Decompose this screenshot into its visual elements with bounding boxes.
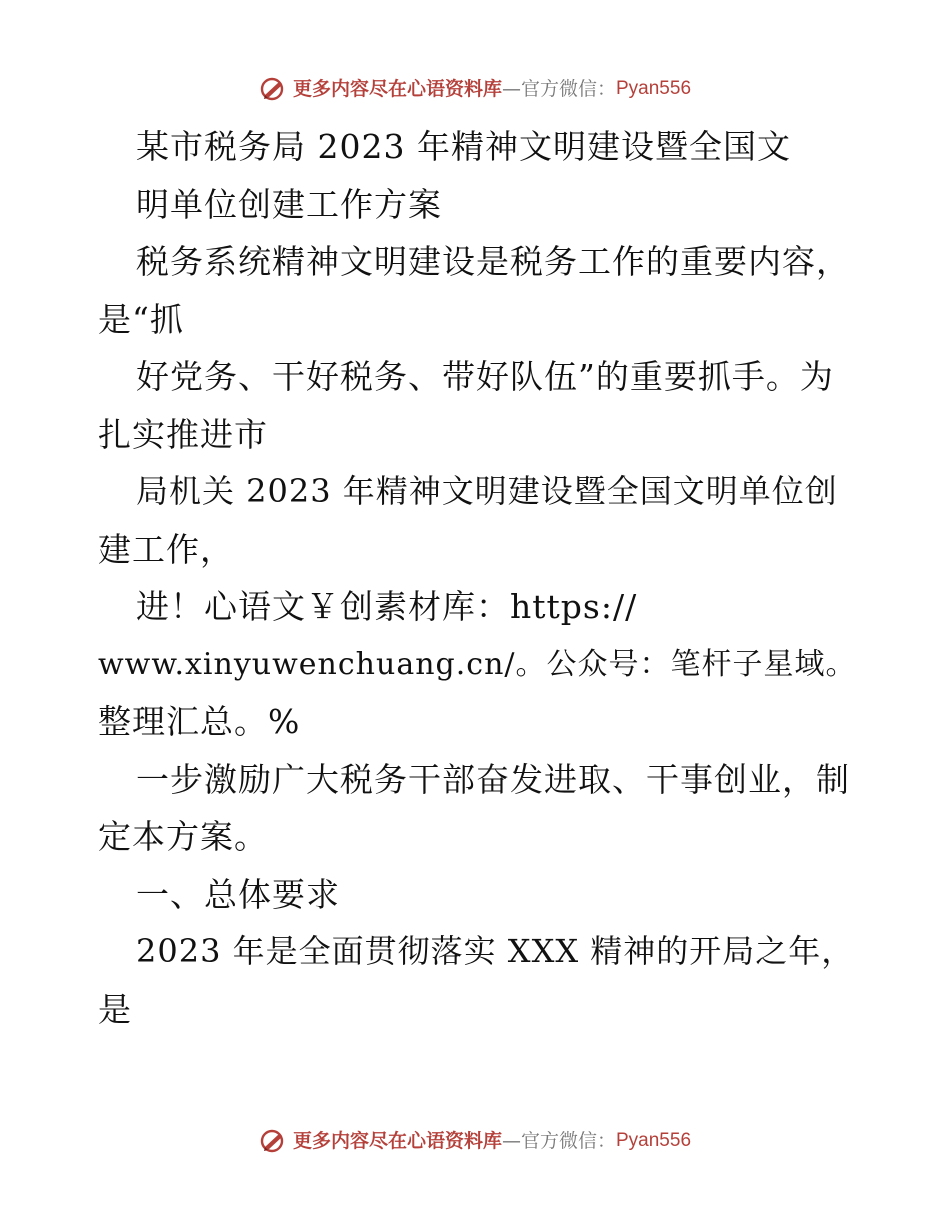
promo-url-line: www.xinyuwenchuang.cn/。公众号：笔杆子星域。	[98, 646, 857, 682]
paragraph-line: 税务系统精神文明建设是税务工作的重要内容，	[136, 242, 850, 281]
paragraph-line: 局机关 2023 年精神文明建设暨全国文明单位创	[136, 472, 838, 510]
watermark-sub-text: —官方微信：	[501, 78, 616, 100]
title-line-1: 某市税务局 2023 年精神文明建设暨全国文	[136, 127, 791, 166]
watermark-main-text: 更多内容尽在心语资料库	[292, 78, 502, 100]
pen-logo-icon	[259, 77, 287, 101]
paragraph-line: 2023 年是全面贯彻落实 XXX 精神的开局之年，	[136, 932, 855, 970]
title-line-2: 明单位创建工作方案	[136, 184, 442, 224]
watermark-wechat-id: Pyan556	[616, 1130, 692, 1151]
watermark-sub-text: —官方微信：	[501, 1130, 616, 1152]
paragraph-line: 扎实推进市	[98, 414, 268, 454]
paragraph-line: 一步激励广大税务干部奋发进取、干事创业，制	[136, 759, 850, 799]
watermark-wechat-id: Pyan556	[616, 78, 692, 99]
paragraph-line: 好党务、干好税务、带好队伍”的重要抓手。为	[136, 357, 834, 396]
promo-line: 进！心语文￥创素材库：https://	[136, 587, 638, 626]
section-heading: 一、总体要求	[136, 874, 340, 914]
header-watermark	[0, 76, 950, 101]
paragraph-line: 是“抓	[98, 299, 184, 339]
paragraph-line: 建工作，	[98, 529, 234, 569]
paragraph-line: 定本方案。	[98, 817, 268, 856]
watermark-main-text: 更多内容尽在心语资料库	[292, 1130, 502, 1152]
paragraph-line: 是	[98, 989, 132, 1029]
footer-watermark	[0, 1128, 950, 1153]
promo-line: 整理汇总。%	[98, 702, 301, 741]
pen-logo-icon	[259, 1129, 287, 1153]
document-body	[98, 118, 858, 1038]
